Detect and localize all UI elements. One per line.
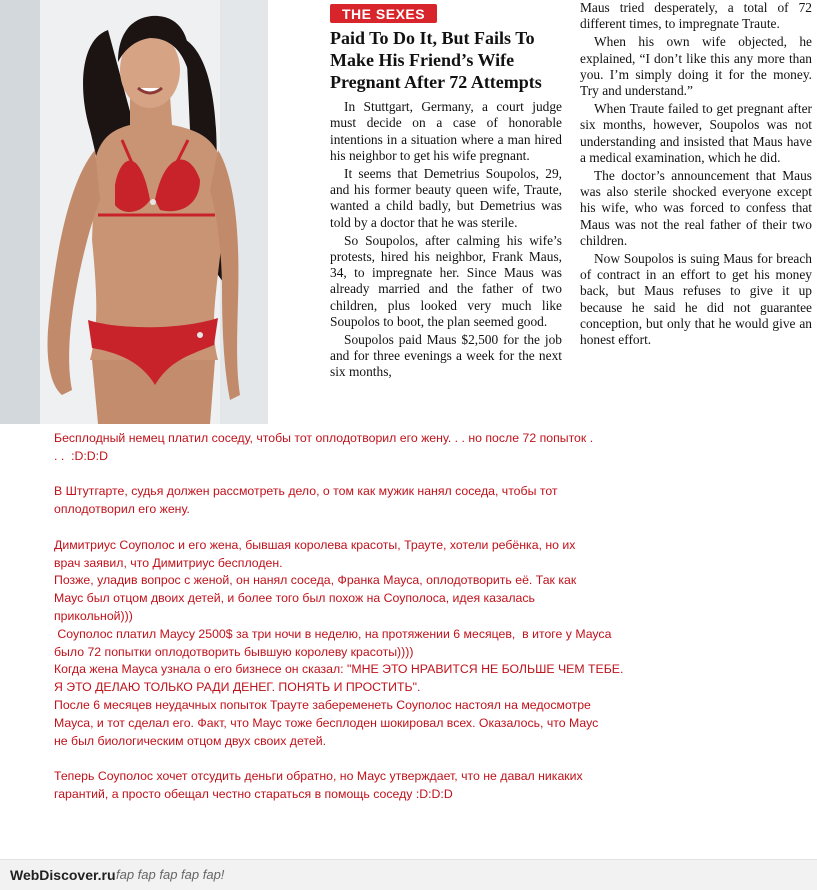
translation-paragraph: Бесплодный немец платил соседу, чтобы тот оплодотворил его жену. . . но после 72 попыток . . . :D:D:D: [54, 431, 594, 463]
article-paragraph: When Traute failed to get pregnant after six months, however, Soupolos was not understanding and insisted that Maus have a medical examination, which he did.: [580, 101, 812, 165]
article-paragraph: It seems that Demetrius Soupolos, 29, and his former beauty queen wife, Traute, wanted a child badly, but Demetrius was told by a doctor that he was sterile.: [330, 166, 562, 230]
article-paragraph: When his own wife objected, he explained, “I don’t like this any more than you. I’m simply doing it for the money. Try and understand.”: [580, 34, 812, 99]
site-brand[interactable]: WebDiscover.ru: [10, 867, 116, 883]
article-column-2: [580, 0, 812, 348]
newspaper-clipping: [268, 0, 817, 424]
translation-paragraph: Теперь Соуполос хочет отсудить деньги обратно, но Маус утверждает, что не давал никаких гарантий, а просто обещал честно стараться в помощь соседу :D:D:D: [54, 769, 583, 801]
woman-illustration: [0, 0, 268, 424]
article-paragraph: In Stuttgart, Germany, a court judge must decide on a case of honorable intentions in a situation where a man hired his neighbor to get his wife pregnant.: [330, 99, 562, 163]
article-paragraph: The doctor’s announcement that Maus was also sterile shocked everyone except his wife, who was forced to confess that Maus was not the real father of their two children.: [580, 168, 812, 248]
article-paragraph: So Soupolos, after calming his wife’s protests, hired his neighbor, Frank Maus, 34, to impregnate her. Since Maus was already married and the father of two children, plus looked very much like Soupolos to boot, the plan seemed good.: [330, 232, 562, 329]
watermark-bar: [0, 859, 817, 890]
translation-paragraph: В Штутгарте, судья должен рассмотреть дело, о том как мужик нанял соседа, чтобы тот оплодотворил его жену.: [54, 484, 558, 517]
bikini-photo: [0, 0, 268, 424]
translation-paragraph: Димитриус Соуполос и его жена, бывшая королева красоты, Траутe, хотели ребёнка, но их врач заявил, что Димитриус бесплоден. Позже, уладив вопрос с женой, он нанял соседа, Франка Мауса, оплодотворить её. Так как Маус был отцом двоих детей, и более того был похож на Соуполоса, идея казалась прикольной))) Соуполос платил Маусу 2500$ за три ночи в неделю, на протяжении 6 месяцев, в итоге у Мауса было 72 попытки оплодотворить бывшую королеву красоты)))) Когда жена Мауса узнала о его бизнесе он сказал: "МНЕ ЭТО НРАВИТСЯ НЕ БОЛЬШЕ ЧЕМ ТЕБЕ. Я ЭТО ДЕЛАЮ ТОЛЬКО РАДИ ДЕНЕГ. ПОНЯТЬ И ПРОСТИТЬ". После 6 месяцев неудачных попыток Траутe забеременеть Соуполос настоял на медосмотре Мауса, и тот сделал его. Факт, что Маус тоже бесплоден шокировал всех. Оказалось, что Маус не был биологическим отцом двух своих детей.: [54, 537, 624, 748]
article-paragraph: Now Soupolos is suing Maus for breach of contract in an effort to get his money back, but Maus refuses to give it up because he said he did not guarantee conception, but only that he would give an honest effort.: [580, 251, 812, 348]
site-tagline: fap fap fap fap fap!: [116, 867, 225, 882]
article-headline: Paid To Do It, But Fails To Make His Friend’s Wife Pregnant After 72 Attempts: [330, 28, 542, 93]
section-tag: THE SEXES: [330, 4, 437, 23]
article-paragraph: Maus tried desperately, a total of 72 different times, to impregnate Traute.: [580, 0, 812, 32]
article-paragraph: Soupolos paid Maus $2,500 for the job and for three evenings a week for the next six months,: [330, 332, 562, 380]
article-column-1: [330, 0, 562, 381]
translation-text: [54, 430, 674, 804]
